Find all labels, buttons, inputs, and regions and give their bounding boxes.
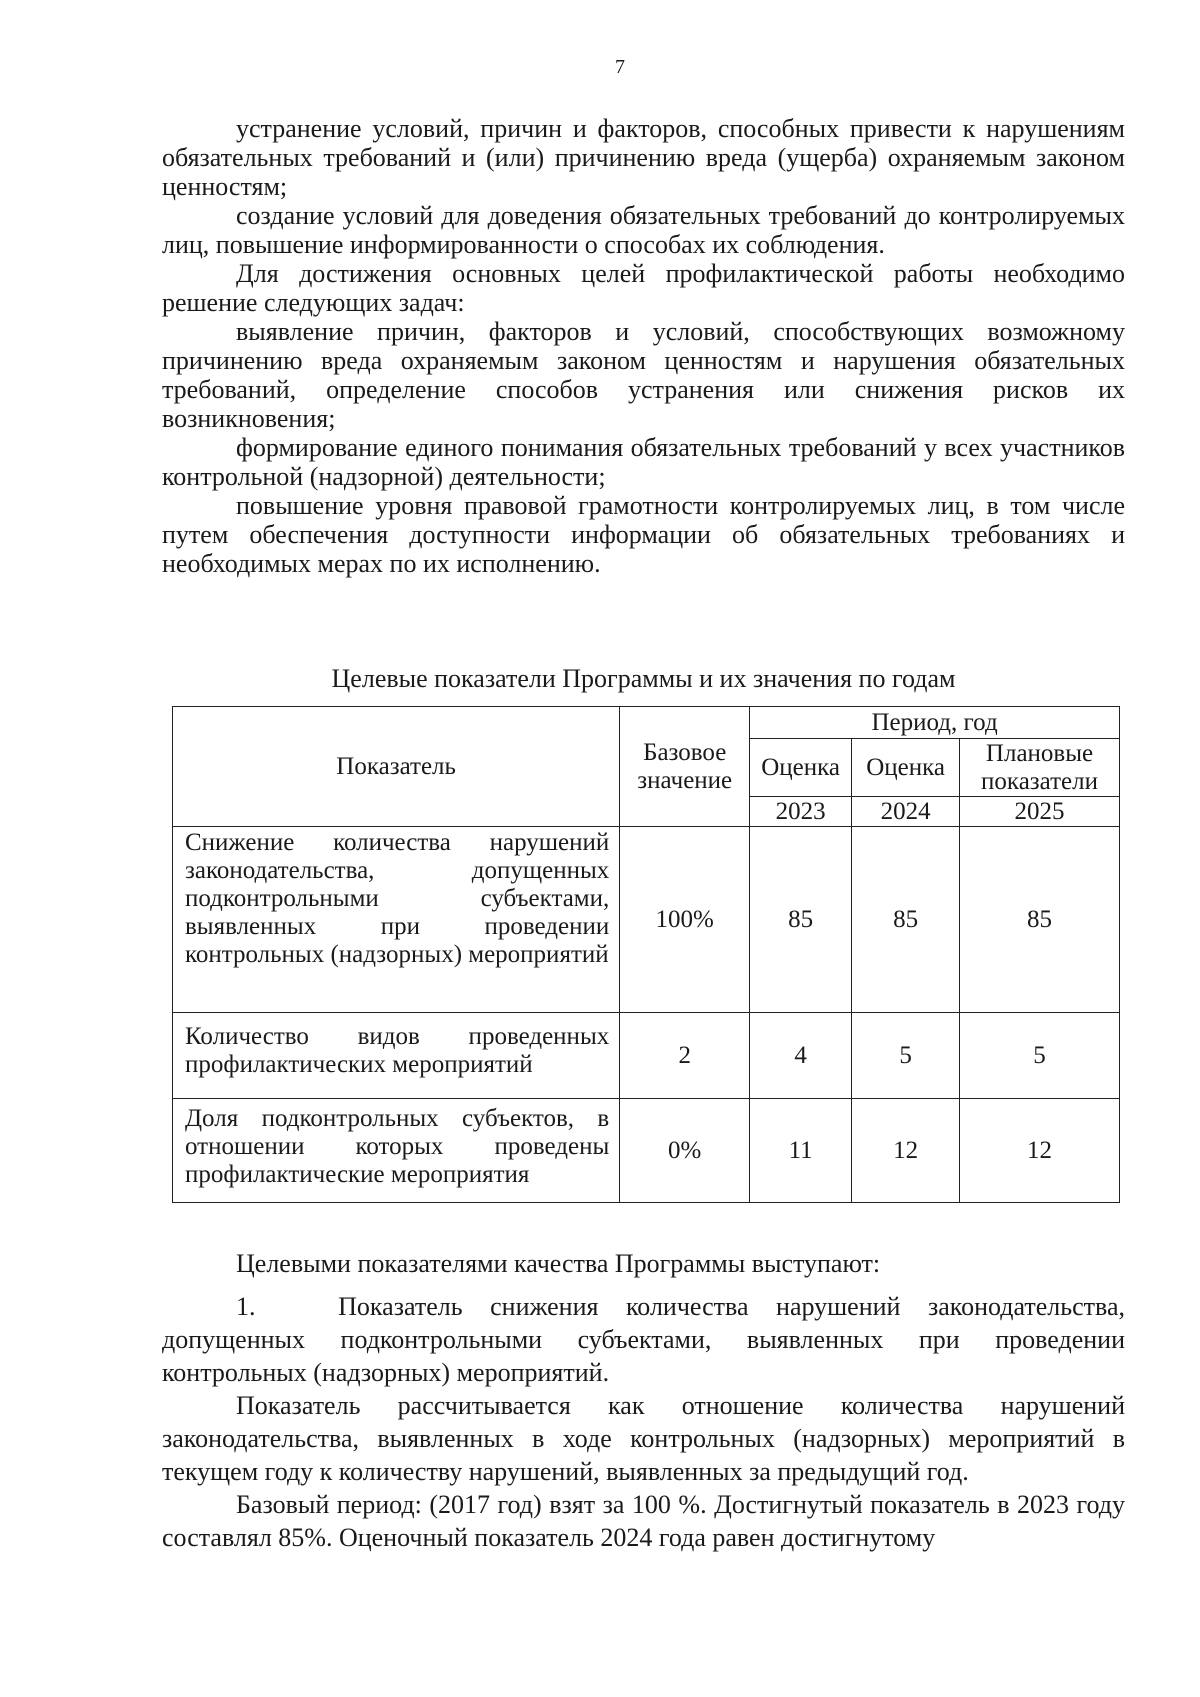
paragraph-quality-item-1: 1. Показатель снижения количества нарушений законодательства, допущенных подконтрольными субъектами, выявленных при проведении контрольных (надзорных) мероприятий. [162, 1292, 1125, 1387]
table-row [173, 1099, 1120, 1203]
header-planned: Плановые показатели [960, 739, 1120, 797]
cell-2024: 5 [852, 1013, 960, 1099]
header-estimate-2023: Оценка [750, 739, 852, 797]
header-year-2023: 2023 [750, 797, 852, 827]
goals-section [162, 114, 1125, 578]
page-number: 7 [615, 56, 625, 78]
paragraph-goal-eliminate-conditions: устранение условий, причин и факторов, способных привести к нарушениям обязательных требований и (или) причинению вреда (ущерба) охраняемым законом ценностям; [162, 114, 1125, 201]
cell-indicator: Количество видов проведенных профилактических мероприятий [173, 1013, 620, 1099]
cell-2024: 12 [852, 1099, 960, 1203]
cell-2023: 85 [750, 827, 852, 1013]
header-period: Период, год [750, 707, 1120, 739]
table-header-row [173, 707, 1120, 739]
header-base-value: Базовое значение [620, 707, 750, 827]
cell-indicator: Доля подконтрольных субъектов, в отношении которых проведены профилактические мероприятия [173, 1099, 620, 1203]
paragraph-goal-inform: создание условий для доведения обязательных требований до контролируемых лиц, повышение информированности о способах их соблюдения. [162, 201, 1125, 259]
paragraph-calculation: Показатель рассчитывается как отношение количества нарушений законодательства, выявленных в ходе контрольных (надзорных) мероприятий в текущем году к количеству нарушений, выявленных за предыдущий год. [162, 1391, 1125, 1486]
header-year-2025: 2025 [960, 797, 1120, 827]
cell-2023: 11 [750, 1099, 852, 1203]
cell-2024: 85 [852, 827, 960, 1013]
paragraph-task-common-understanding: формирование единого понимания обязательных требований у всех участников контрольной (надзорной) деятельности; [162, 433, 1125, 491]
cell-base-value: 0% [620, 1099, 750, 1203]
cell-2025: 5 [960, 1013, 1120, 1099]
table-row [173, 827, 1120, 1013]
cell-indicator: Снижение количества нарушений законодательства, допущенных подконтрольными субъектами, выявленных при проведении контрольных (надзорных) мероприятий [173, 827, 620, 1013]
cell-2025: 85 [960, 827, 1120, 1013]
table-caption: Целевые показатели Программы и их значения по годам [331, 664, 956, 693]
paragraph-base-period: Базовый период: (2017 год) взят за 100 %. Достигнутый показатель в 2023 году составлял 85%. Оценочный показатель 2024 года равен достигнутому [162, 1490, 1125, 1552]
paragraph-task-legal-literacy: повышение уровня правовой грамотности контролируемых лиц, в том числе путем обеспечения доступности информации об обязательных требованиях и необходимых мерах по их исполнению. [162, 491, 1125, 578]
spacer [162, 1280, 1125, 1290]
paragraph-quality-intro: Целевыми показателями качества Программы выступают: [236, 1249, 881, 1278]
header-estimate-2024: Оценка [852, 739, 960, 797]
paragraph-tasks-intro: Для достижения основных целей профилактической работы необходимо решение следующих задач: [162, 259, 1125, 317]
cell-base-value: 100% [620, 827, 750, 1013]
table-row [173, 1013, 1120, 1099]
header-year-2024: 2024 [852, 797, 960, 827]
quality-section [162, 1247, 1125, 1554]
target-indicators-table [172, 706, 1120, 1203]
cell-2023: 4 [750, 1013, 852, 1099]
header-indicator: Показатель [173, 707, 620, 827]
paragraph-task-identify-causes: выявление причин, факторов и условий, способствующих возможному причинению вреда охраняемым законом ценностям и нарушения обязательных требований, определение способов устранения или снижения рисков их возникновения; [162, 317, 1125, 433]
cell-2025: 12 [960, 1099, 1120, 1203]
cell-base-value: 2 [620, 1013, 750, 1099]
